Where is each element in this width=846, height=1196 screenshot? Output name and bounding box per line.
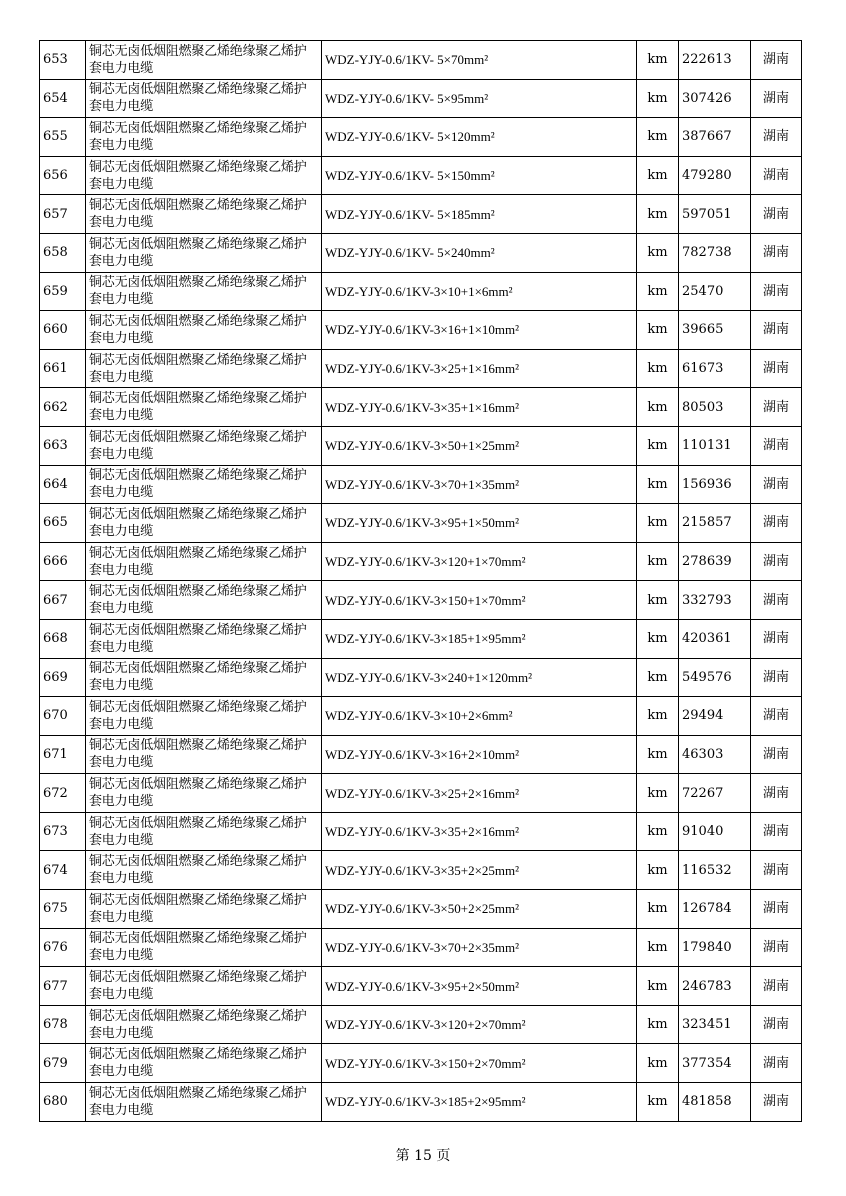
product-name-cell: 铜芯无卤低烟阻燃聚乙烯绝缘聚乙烯护套电力电缆	[86, 465, 322, 504]
price-cell: 156936	[679, 465, 751, 504]
model-spec-cell: WDZ-YJY-0.6/1KV-3×95+1×50mm²	[322, 504, 637, 543]
unit-cell: km	[637, 890, 679, 929]
product-name-cell: 铜芯无卤低烟阻燃聚乙烯绝缘聚乙烯护套电力电缆	[86, 581, 322, 620]
model-spec-cell: WDZ-YJY-0.6/1KV-3×120+1×70mm²	[322, 542, 637, 581]
unit-cell: km	[637, 426, 679, 465]
table-row	[40, 388, 802, 427]
row-number-cell: 676	[40, 928, 86, 967]
product-name-cell: 铜芯无卤低烟阻燃聚乙烯绝缘聚乙烯护套电力电缆	[86, 542, 322, 581]
price-cell: 25470	[679, 272, 751, 311]
model-spec-cell: WDZ-YJY-0.6/1KV-3×10+2×6mm²	[322, 697, 637, 736]
product-name-cell: 铜芯无卤低烟阻燃聚乙烯绝缘聚乙烯护套电力电缆	[86, 890, 322, 929]
row-number-cell: 665	[40, 504, 86, 543]
model-spec-cell: WDZ-YJY-0.6/1KV-3×50+2×25mm²	[322, 890, 637, 929]
row-number-cell: 677	[40, 967, 86, 1006]
unit-cell: km	[637, 735, 679, 774]
row-number-cell: 678	[40, 1005, 86, 1044]
unit-cell: km	[637, 928, 679, 967]
unit-cell: km	[637, 851, 679, 890]
region-cell: 湖南	[751, 465, 802, 504]
unit-cell: km	[637, 272, 679, 311]
model-spec-cell: WDZ-YJY-0.6/1KV-3×35+1×16mm²	[322, 388, 637, 427]
region-cell: 湖南	[751, 735, 802, 774]
price-table	[39, 40, 802, 1122]
product-name-cell: 铜芯无卤低烟阻燃聚乙烯绝缘聚乙烯护套电力电缆	[86, 1005, 322, 1044]
price-cell: 549576	[679, 658, 751, 697]
row-number-cell: 655	[40, 118, 86, 157]
price-cell: 597051	[679, 195, 751, 234]
row-number-cell: 674	[40, 851, 86, 890]
unit-cell: km	[637, 581, 679, 620]
table-row	[40, 697, 802, 736]
table-row	[40, 311, 802, 350]
table-row	[40, 812, 802, 851]
row-number-cell: 669	[40, 658, 86, 697]
model-spec-cell: WDZ-YJY-0.6/1KV-3×25+1×16mm²	[322, 349, 637, 388]
unit-cell: km	[637, 41, 679, 80]
unit-cell: km	[637, 619, 679, 658]
row-number-cell: 675	[40, 890, 86, 929]
unit-cell: km	[637, 1083, 679, 1122]
price-cell: 332793	[679, 581, 751, 620]
table-row	[40, 349, 802, 388]
page-number: 第 15 页	[395, 1148, 451, 1164]
price-cell: 387667	[679, 118, 751, 157]
table-row	[40, 851, 802, 890]
region-cell: 湖南	[751, 1044, 802, 1083]
table-row	[40, 1044, 802, 1083]
model-spec-cell: WDZ-YJY-0.6/1KV- 5×70mm²	[322, 41, 637, 80]
model-spec-cell: WDZ-YJY-0.6/1KV-3×16+2×10mm²	[322, 735, 637, 774]
model-spec-cell: WDZ-YJY-0.6/1KV-3×150+1×70mm²	[322, 581, 637, 620]
region-cell: 湖南	[751, 79, 802, 118]
row-number-cell: 653	[40, 41, 86, 80]
region-cell: 湖南	[751, 118, 802, 157]
unit-cell: km	[637, 658, 679, 697]
price-cell: 179840	[679, 928, 751, 967]
table-row	[40, 619, 802, 658]
unit-cell: km	[637, 465, 679, 504]
table-row	[40, 581, 802, 620]
unit-cell: km	[637, 118, 679, 157]
model-spec-cell: WDZ-YJY-0.6/1KV-3×10+1×6mm²	[322, 272, 637, 311]
row-number-cell: 672	[40, 774, 86, 813]
product-name-cell: 铜芯无卤低烟阻燃聚乙烯绝缘聚乙烯护套电力电缆	[86, 619, 322, 658]
product-name-cell: 铜芯无卤低烟阻燃聚乙烯绝缘聚乙烯护套电力电缆	[86, 812, 322, 851]
unit-cell: km	[637, 311, 679, 350]
price-cell: 91040	[679, 812, 751, 851]
model-spec-cell: WDZ-YJY-0.6/1KV-3×95+2×50mm²	[322, 967, 637, 1006]
row-number-cell: 663	[40, 426, 86, 465]
region-cell: 湖南	[751, 658, 802, 697]
region-cell: 湖南	[751, 195, 802, 234]
row-number-cell: 659	[40, 272, 86, 311]
table-row	[40, 1083, 802, 1122]
region-cell: 湖南	[751, 1005, 802, 1044]
table-row	[40, 426, 802, 465]
row-number-cell: 667	[40, 581, 86, 620]
row-number-cell: 656	[40, 156, 86, 195]
product-name-cell: 铜芯无卤低烟阻燃聚乙烯绝缘聚乙烯护套电力电缆	[86, 311, 322, 350]
model-spec-cell: WDZ-YJY-0.6/1KV- 5×120mm²	[322, 118, 637, 157]
table-row	[40, 890, 802, 929]
region-cell: 湖南	[751, 41, 802, 80]
model-spec-cell: WDZ-YJY-0.6/1KV- 5×185mm²	[322, 195, 637, 234]
price-cell: 307426	[679, 79, 751, 118]
unit-cell: km	[637, 504, 679, 543]
product-name-cell: 铜芯无卤低烟阻燃聚乙烯绝缘聚乙烯护套电力电缆	[86, 504, 322, 543]
product-name-cell: 铜芯无卤低烟阻燃聚乙烯绝缘聚乙烯护套电力电缆	[86, 967, 322, 1006]
region-cell: 湖南	[751, 697, 802, 736]
price-cell: 278639	[679, 542, 751, 581]
product-name-cell: 铜芯无卤低烟阻燃聚乙烯绝缘聚乙烯护套电力电缆	[86, 928, 322, 967]
model-spec-cell: WDZ-YJY-0.6/1KV-3×240+1×120mm²	[322, 658, 637, 697]
price-cell: 222613	[679, 41, 751, 80]
row-number-cell: 662	[40, 388, 86, 427]
model-spec-cell: WDZ-YJY-0.6/1KV- 5×150mm²	[322, 156, 637, 195]
product-name-cell: 铜芯无卤低烟阻燃聚乙烯绝缘聚乙烯护套电力电缆	[86, 79, 322, 118]
region-cell: 湖南	[751, 233, 802, 272]
product-name-cell: 铜芯无卤低烟阻燃聚乙烯绝缘聚乙烯护套电力电缆	[86, 195, 322, 234]
price-cell: 420361	[679, 619, 751, 658]
table-row	[40, 967, 802, 1006]
product-name-cell: 铜芯无卤低烟阻燃聚乙烯绝缘聚乙烯护套电力电缆	[86, 349, 322, 388]
table-row	[40, 504, 802, 543]
price-cell: 377354	[679, 1044, 751, 1083]
price-cell: 782738	[679, 233, 751, 272]
price-cell: 126784	[679, 890, 751, 929]
product-name-cell: 铜芯无卤低烟阻燃聚乙烯绝缘聚乙烯护套电力电缆	[86, 851, 322, 890]
price-cell: 29494	[679, 697, 751, 736]
region-cell: 湖南	[751, 272, 802, 311]
product-name-cell: 铜芯无卤低烟阻燃聚乙烯绝缘聚乙烯护套电力电缆	[86, 388, 322, 427]
region-cell: 湖南	[751, 890, 802, 929]
price-cell: 246783	[679, 967, 751, 1006]
model-spec-cell: WDZ-YJY-0.6/1KV-3×70+2×35mm²	[322, 928, 637, 967]
unit-cell: km	[637, 195, 679, 234]
region-cell: 湖南	[751, 504, 802, 543]
product-name-cell: 铜芯无卤低烟阻燃聚乙烯绝缘聚乙烯护套电力电缆	[86, 735, 322, 774]
price-cell: 215857	[679, 504, 751, 543]
table-row	[40, 41, 802, 80]
row-number-cell: 661	[40, 349, 86, 388]
product-name-cell: 铜芯无卤低烟阻燃聚乙烯绝缘聚乙烯护套电力电缆	[86, 1083, 322, 1122]
region-cell: 湖南	[751, 851, 802, 890]
model-spec-cell: WDZ-YJY-0.6/1KV-3×120+2×70mm²	[322, 1005, 637, 1044]
price-cell: 110131	[679, 426, 751, 465]
row-number-cell: 657	[40, 195, 86, 234]
price-cell: 39665	[679, 311, 751, 350]
model-spec-cell: WDZ-YJY-0.6/1KV-3×150+2×70mm²	[322, 1044, 637, 1083]
unit-cell: km	[637, 388, 679, 427]
unit-cell: km	[637, 1005, 679, 1044]
price-cell: 323451	[679, 1005, 751, 1044]
table-row	[40, 465, 802, 504]
product-name-cell: 铜芯无卤低烟阻燃聚乙烯绝缘聚乙烯护套电力电缆	[86, 233, 322, 272]
unit-cell: km	[637, 156, 679, 195]
model-spec-cell: WDZ-YJY-0.6/1KV- 5×240mm²	[322, 233, 637, 272]
unit-cell: km	[637, 774, 679, 813]
row-number-cell: 658	[40, 233, 86, 272]
unit-cell: km	[637, 233, 679, 272]
product-name-cell: 铜芯无卤低烟阻燃聚乙烯绝缘聚乙烯护套电力电缆	[86, 1044, 322, 1083]
table-row	[40, 735, 802, 774]
region-cell: 湖南	[751, 928, 802, 967]
unit-cell: km	[637, 542, 679, 581]
table-row	[40, 658, 802, 697]
price-cell: 61673	[679, 349, 751, 388]
model-spec-cell: WDZ-YJY-0.6/1KV-3×50+1×25mm²	[322, 426, 637, 465]
region-cell: 湖南	[751, 581, 802, 620]
model-spec-cell: WDZ-YJY-0.6/1KV-3×70+1×35mm²	[322, 465, 637, 504]
table-row	[40, 195, 802, 234]
product-name-cell: 铜芯无卤低烟阻燃聚乙烯绝缘聚乙烯护套电力电缆	[86, 774, 322, 813]
price-cell: 80503	[679, 388, 751, 427]
product-name-cell: 铜芯无卤低烟阻燃聚乙烯绝缘聚乙烯护套电力电缆	[86, 697, 322, 736]
table-row	[40, 233, 802, 272]
table-row	[40, 1005, 802, 1044]
row-number-cell: 664	[40, 465, 86, 504]
table-row	[40, 79, 802, 118]
table-row	[40, 156, 802, 195]
model-spec-cell: WDZ-YJY-0.6/1KV-3×35+2×25mm²	[322, 851, 637, 890]
price-cell: 72267	[679, 774, 751, 813]
row-number-cell: 660	[40, 311, 86, 350]
row-number-cell: 670	[40, 697, 86, 736]
table-row	[40, 542, 802, 581]
region-cell: 湖南	[751, 812, 802, 851]
row-number-cell: 680	[40, 1083, 86, 1122]
product-name-cell: 铜芯无卤低烟阻燃聚乙烯绝缘聚乙烯护套电力电缆	[86, 118, 322, 157]
product-name-cell: 铜芯无卤低烟阻燃聚乙烯绝缘聚乙烯护套电力电缆	[86, 658, 322, 697]
product-name-cell: 铜芯无卤低烟阻燃聚乙烯绝缘聚乙烯护套电力电缆	[86, 41, 322, 80]
table-row	[40, 928, 802, 967]
product-name-cell: 铜芯无卤低烟阻燃聚乙烯绝缘聚乙烯护套电力电缆	[86, 156, 322, 195]
region-cell: 湖南	[751, 388, 802, 427]
model-spec-cell: WDZ-YJY-0.6/1KV- 5×95mm²	[322, 79, 637, 118]
table-row	[40, 118, 802, 157]
model-spec-cell: WDZ-YJY-0.6/1KV-3×35+2×16mm²	[322, 812, 637, 851]
price-cell: 481858	[679, 1083, 751, 1122]
row-number-cell: 668	[40, 619, 86, 658]
region-cell: 湖南	[751, 156, 802, 195]
row-number-cell: 671	[40, 735, 86, 774]
model-spec-cell: WDZ-YJY-0.6/1KV-3×185+2×95mm²	[322, 1083, 637, 1122]
region-cell: 湖南	[751, 967, 802, 1006]
region-cell: 湖南	[751, 426, 802, 465]
model-spec-cell: WDZ-YJY-0.6/1KV-3×25+2×16mm²	[322, 774, 637, 813]
product-name-cell: 铜芯无卤低烟阻燃聚乙烯绝缘聚乙烯护套电力电缆	[86, 272, 322, 311]
price-cell: 116532	[679, 851, 751, 890]
unit-cell: km	[637, 79, 679, 118]
region-cell: 湖南	[751, 1083, 802, 1122]
region-cell: 湖南	[751, 774, 802, 813]
unit-cell: km	[637, 349, 679, 388]
region-cell: 湖南	[751, 619, 802, 658]
unit-cell: km	[637, 967, 679, 1006]
price-cell: 46303	[679, 735, 751, 774]
price-cell: 479280	[679, 156, 751, 195]
unit-cell: km	[637, 1044, 679, 1083]
unit-cell: km	[637, 697, 679, 736]
model-spec-cell: WDZ-YJY-0.6/1KV-3×185+1×95mm²	[322, 619, 637, 658]
row-number-cell: 666	[40, 542, 86, 581]
table-row	[40, 272, 802, 311]
product-name-cell: 铜芯无卤低烟阻燃聚乙烯绝缘聚乙烯护套电力电缆	[86, 426, 322, 465]
model-spec-cell: WDZ-YJY-0.6/1KV-3×16+1×10mm²	[322, 311, 637, 350]
price-table-body	[40, 41, 802, 1122]
region-cell: 湖南	[751, 542, 802, 581]
row-number-cell: 654	[40, 79, 86, 118]
unit-cell: km	[637, 812, 679, 851]
region-cell: 湖南	[751, 311, 802, 350]
row-number-cell: 673	[40, 812, 86, 851]
row-number-cell: 679	[40, 1044, 86, 1083]
region-cell: 湖南	[751, 349, 802, 388]
table-row	[40, 774, 802, 813]
